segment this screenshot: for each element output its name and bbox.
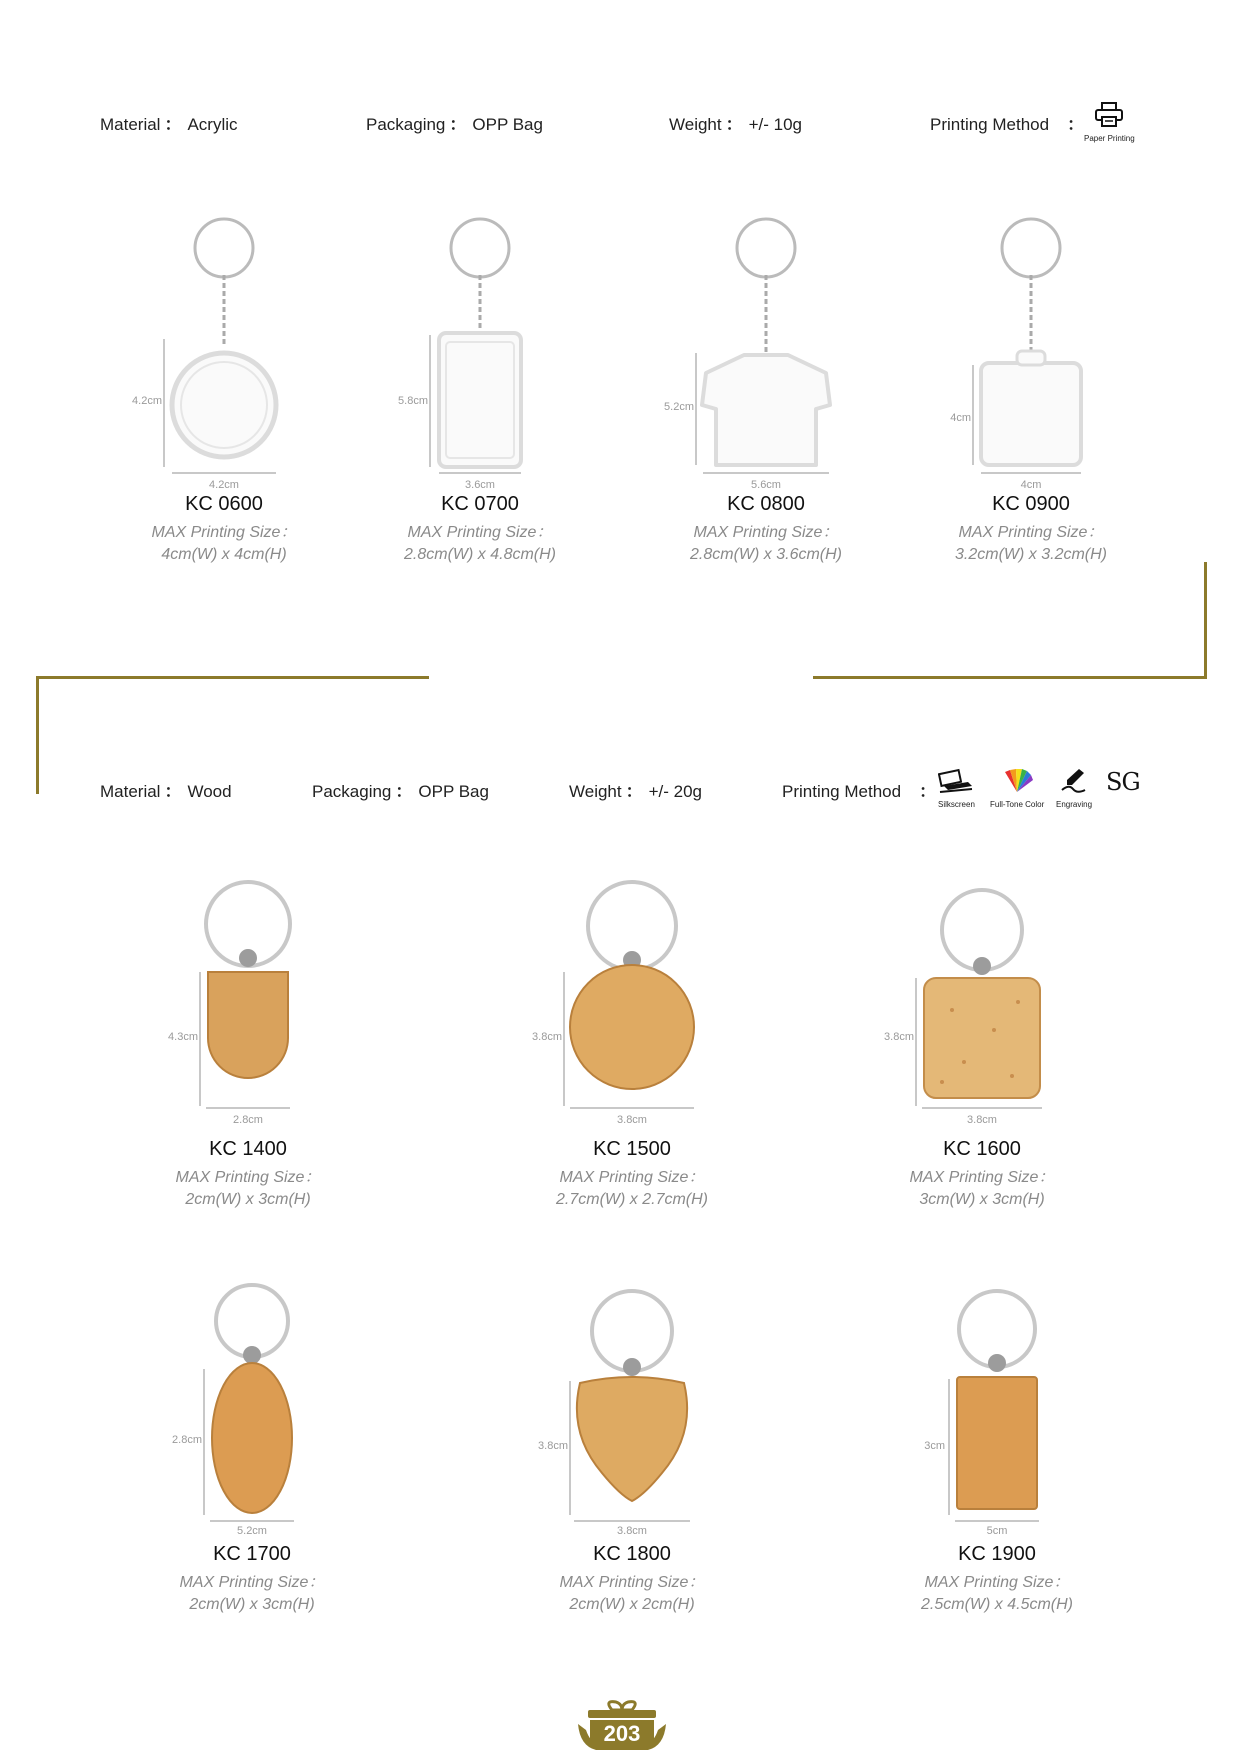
max-printing-size: MAX Printing Size： 2cm(W) x 3cm(H)	[179, 1574, 325, 1613]
color-fan-icon	[999, 768, 1035, 794]
product-image-kc-1400	[148, 880, 348, 1130]
max-printing-size: MAX Printing Size： 4cm(W) x 4cm(H)	[151, 524, 297, 563]
engraving-icon	[1059, 768, 1089, 794]
spec-material-1: Material ： Acrylic	[100, 115, 238, 134]
product-image-kc-1900	[897, 1283, 1097, 1535]
width-label: 3.8cm	[617, 1114, 647, 1126]
width-label: 4.2cm	[209, 479, 239, 491]
paper-printing-method: Paper Printing	[1084, 102, 1135, 143]
printer-icon	[1094, 102, 1124, 128]
width-label: 5.2cm	[237, 1525, 267, 1537]
max-printing-size: MAX Printing Size： 2cm(W) x 3cm(H)	[175, 1169, 321, 1208]
width-label: 3.8cm	[967, 1114, 997, 1126]
product-kc-1400	[118, 880, 378, 1211]
product-kc-1700	[122, 1283, 382, 1616]
product-code: KC 1800	[593, 1543, 671, 1565]
max-printing-size: MAX Printing Size： 3cm(W) x 3cm(H)	[909, 1169, 1055, 1208]
width-label: 3.8cm	[617, 1525, 647, 1537]
spec-packaging-1: Packaging ： OPP Bag	[366, 115, 543, 134]
frame-line-right-vertical	[1204, 562, 1207, 679]
max-printing-size: MAX Printing Size： 2cm(W) x 2cm(H)	[559, 1574, 705, 1613]
product-image-kc-0700	[380, 215, 580, 491]
height-label: 2.8cm	[172, 1434, 202, 1446]
frame-line-right-horizontal	[813, 676, 1207, 679]
product-kc-0800	[636, 215, 896, 566]
product-image-kc-0900	[931, 215, 1131, 491]
product-code: KC 1500	[593, 1138, 671, 1160]
height-label: 4.2cm	[132, 395, 162, 407]
product-kc-1800	[502, 1283, 762, 1616]
product-code: KC 0700	[441, 493, 519, 515]
height-label: 3.8cm	[884, 1031, 914, 1043]
product-kc-0700	[350, 215, 610, 566]
product-image-kc-0600	[124, 215, 324, 491]
engraving-method: Engraving	[1056, 768, 1092, 809]
product-kc-1900	[867, 1283, 1127, 1616]
product-code: KC 1700	[213, 1543, 291, 1565]
product-image-kc-1600	[882, 880, 1082, 1130]
max-printing-size: MAX Printing Size： 2.8cm(W) x 3.6cm(H)	[690, 524, 842, 563]
height-label: 5.2cm	[664, 401, 694, 413]
frame-line-left-vertical	[36, 676, 39, 794]
spec-printing-2: Printing Method ：	[782, 782, 937, 801]
sg-logo: SG	[1106, 768, 1140, 796]
height-label: 5.8cm	[398, 395, 428, 407]
product-image-kc-1800	[532, 1283, 732, 1535]
product-image-kc-0800	[664, 215, 866, 491]
product-code: KC 0800	[727, 493, 805, 515]
product-kc-1500	[502, 880, 762, 1211]
width-label: 3.6cm	[465, 479, 495, 491]
width-label: 2.8cm	[233, 1114, 263, 1126]
max-printing-size: MAX Printing Size： 2.5cm(W) x 4.5cm(H)	[921, 1574, 1073, 1613]
max-printing-size: MAX Printing Size： 2.8cm(W) x 4.8cm(H)	[404, 524, 556, 563]
spec-packaging-2: Packaging ： OPP Bag	[312, 782, 489, 801]
product-code: KC 1900	[958, 1543, 1036, 1565]
page-number: 203	[603, 1721, 641, 1746]
product-code: KC 0600	[185, 493, 263, 515]
product-kc-0900	[901, 215, 1161, 566]
height-label: 4cm	[950, 412, 971, 424]
spec-printing-1: Printing Method ：	[930, 115, 1085, 134]
product-code: KC 1600	[943, 1138, 1021, 1160]
frame-line-left-horizontal	[36, 676, 429, 679]
width-label: 5.6cm	[751, 479, 781, 491]
width-label: 4cm	[1020, 479, 1042, 491]
product-code: KC 0900	[992, 493, 1070, 515]
gift-box-icon	[576, 1700, 668, 1754]
page-number-badge	[576, 1700, 668, 1754]
height-label: 4.3cm	[168, 1031, 198, 1043]
spec-material-2: Material ： Wood	[100, 782, 232, 801]
silkscreen-method: Silkscreen	[938, 768, 975, 809]
silkscreen-icon	[938, 768, 974, 794]
max-printing-size: MAX Printing Size： 2.7cm(W) x 2.7cm(H)	[556, 1169, 708, 1208]
product-kc-0600	[94, 215, 354, 566]
product-image-kc-1700	[152, 1283, 352, 1535]
full-tone-color-method: Full-Tone Color	[990, 768, 1044, 809]
height-label: 3cm	[924, 1440, 945, 1452]
product-image-kc-1500	[532, 880, 732, 1130]
height-label: 3.8cm	[532, 1031, 562, 1043]
width-label: 5cm	[986, 1525, 1008, 1537]
max-printing-size: MAX Printing Size： 3.2cm(W) x 3.2cm(H)	[955, 524, 1107, 563]
height-label: 3.8cm	[538, 1440, 568, 1452]
spec-weight-2: Weight ： +/- 20g	[569, 782, 703, 801]
spec-weight-1: Weight ： +/- 10g	[669, 115, 803, 134]
product-code: KC 1400	[209, 1138, 287, 1160]
product-kc-1600	[852, 880, 1112, 1211]
sg-method	[1106, 768, 1140, 796]
